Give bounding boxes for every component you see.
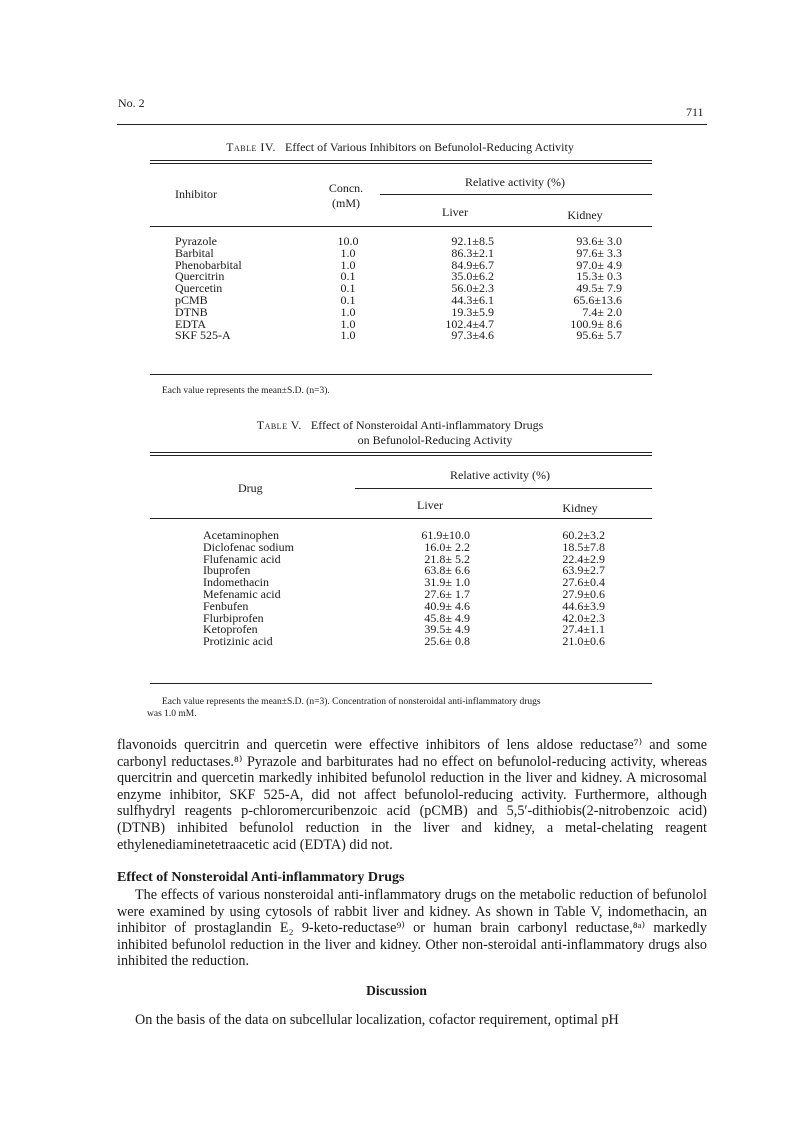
table4-cell-inhibitor: Phenobarbital (175, 257, 242, 272)
table4-cell-concn: 0.1 (340, 281, 356, 296)
page-number: 711 (686, 105, 704, 119)
table5-bottom-rule (150, 683, 652, 684)
body-paragraph-3 (117, 1012, 707, 1029)
table5-cell-drug: Flufenamic acid (203, 551, 281, 566)
table4-top-rule-2 (150, 163, 652, 164)
table4-cell-concn: 1.0 (340, 257, 356, 272)
table4-header-relative: Relative activity (%) (465, 175, 565, 189)
table4-cell-inhibitor: Barbital (175, 245, 214, 260)
table5-cell-liver: 61.9±10.0 (421, 528, 470, 542)
table5-cell-drug: Ketoprofen (203, 622, 258, 637)
table5-cell-drug: Ibuprofen (203, 563, 251, 578)
table4-caption (150, 140, 650, 155)
table4-cell-inhibitor: SKF 525-A (175, 328, 231, 343)
table5-cell-drug: Diclofenac sodium (203, 539, 294, 554)
table4-cell-inhibitor: EDTA (175, 316, 207, 331)
table4-cell-liver: 84.9±6.7 (451, 257, 494, 272)
table4-cell-liver: 92.1±8.5 (451, 234, 494, 248)
table5-cell-kidney: 27.9±0.6 (562, 586, 605, 601)
table5-cell-drug: Acetaminophen (203, 528, 279, 542)
table4-cell-concn: 0.1 (340, 269, 356, 284)
table4-liver-column (424, 236, 494, 342)
table4-cell-concn: 1.0 (340, 328, 356, 343)
table4-header-rule (150, 226, 652, 227)
table5-cell-drug: Fenbufen (203, 598, 249, 613)
table5-cell-liver: 39.5± 4.9 (424, 622, 470, 637)
table5-header-liver: Liver (417, 498, 443, 512)
table5-cell-kidney: 44.6±3.9 (562, 598, 605, 613)
table5-top-rule-2 (150, 455, 652, 456)
table4-cell-concn: 10.0 (337, 234, 359, 248)
table5-cell-drug: Protizinic acid (203, 634, 273, 649)
table5-liver-column (400, 530, 470, 648)
body-paragraph-2 (117, 887, 707, 970)
table4-header-liver: Liver (442, 205, 468, 219)
table5-label: Table V. (256, 418, 302, 432)
table4-cell-concn: 1.0 (340, 304, 356, 319)
journal-issue: No. 2 (118, 96, 145, 110)
table5-cell-drug: Indomethacin (203, 575, 269, 590)
table5-top-rule-1 (150, 452, 652, 453)
table5-title-line2: on Befunolol-Reducing Activity (357, 433, 513, 447)
table5-cell-drug: Flurbiprofen (203, 610, 264, 625)
table5-kidney-column (535, 530, 605, 648)
table4-cell-liver: 56.0±2.3 (451, 281, 494, 296)
table5-cell-kidney: 18.5±7.8 (562, 539, 605, 554)
table5-cell-liver: 21.8± 5.2 (424, 551, 470, 566)
table4-cell-liver: 97.3±4.6 (451, 328, 494, 343)
table5-footnote-line2: was 1.0 mM. (147, 709, 197, 719)
table5-cell-drug: Mefenamic acid (203, 586, 281, 601)
table4-cell-liver: 86.3±2.1 (451, 245, 494, 260)
table4-cell-kidney: 65.6±13.6 (573, 292, 622, 307)
table5-cell-liver: 31.9± 1.0 (424, 575, 470, 590)
table4-cell-inhibitor: DTNB (175, 304, 208, 319)
table5-cell-liver: 25.6± 0.8 (424, 634, 470, 649)
table4-cell-kidney: 15.3± 0.3 (576, 269, 622, 284)
table4-cell-kidney: 97.0± 4.9 (576, 257, 622, 272)
table4-header-inhibitor: Inhibitor (175, 187, 217, 201)
table4-cell-inhibitor: Pyrazole (175, 234, 217, 248)
table5-cell-kidney: 60.2±3.2 (562, 528, 605, 542)
table4-kidney-column (552, 236, 622, 342)
table4-bottom-rule (150, 374, 652, 375)
table4-cell-kidney: 97.6± 3.3 (576, 245, 622, 260)
table5-title-line1: Effect of Nonsteroidal Anti-inflammatory Drugs (310, 418, 544, 432)
body-paragraph-1 (117, 737, 707, 853)
table4-cell-concn: 1.0 (340, 316, 356, 331)
table4-top-rule-1 (150, 160, 652, 161)
table4-title: Effect of Various Inhibitors on Befunolol-Reducing Activity (285, 140, 574, 154)
table4-cell-kidney: 7.4± 2.0 (582, 304, 622, 319)
table5-header-relative: Relative activity (%) (450, 468, 550, 482)
section-heading-nsaids: Effect of Nonsteroidal Anti-inflammatory Drugs (117, 870, 405, 885)
table5-drug-column (203, 530, 294, 648)
table5-cell-liver: 16.0± 2.2 (424, 539, 470, 554)
discussion-heading: Discussion (366, 983, 427, 998)
table5-cell-liver: 45.8± 4.9 (424, 610, 470, 625)
table4-cell-inhibitor: Quercetin (175, 281, 223, 296)
table4-inhibitor-column (175, 236, 242, 342)
table5-header-rule (150, 518, 652, 519)
table4-concn-column (333, 236, 363, 342)
table5-header-kidney: Kidney (562, 501, 598, 515)
table5-cell-kidney: 21.0±0.6 (562, 634, 605, 649)
table4-cell-kidney: 93.6± 3.0 (576, 234, 622, 248)
table4-header-concn: Concn. (328, 181, 364, 195)
body-paragraph-3-text: On the basis of the data on subcellular localization, cofactor requirement, optimal pH (135, 1012, 619, 1028)
table5-cell-liver: 27.6± 1.7 (424, 586, 470, 601)
table4-cell-liver: 102.4±4.7 (445, 316, 494, 331)
table4-cell-kidney: 95.6± 5.7 (576, 328, 622, 343)
body-paragraph-2-text: The effects of various nonsteroidal anti-inflammatory drugs on the metabolic reduction of befunolol were examined by using cytosols of rabbit liver and kidney. As shown in Table V, indomethacin, an inhibitor of prostaglandin E₂ 9-keto-reductase⁹⁾ or human brain carbonyl reductase,⁸ᵃ⁾ markedly inhibited befunolol reduction in the liver and kidney. Other non-steroidal anti-inflammatory drugs also inhibited the reduction. (117, 887, 707, 970)
table5-caption (200, 418, 600, 448)
table4-header-kidney: Kidney (567, 208, 603, 222)
table4-cell-kidney: 100.9± 8.6 (570, 316, 622, 331)
table4-footnote: Each value represents the mean±S.D. (n=3). (162, 386, 330, 396)
body-paragraph-1-text: flavonoids quercitrin and quercetin were effective inhibitors of lens aldose reductase⁷⁾ and some carbonyl reductases.⁸⁾ Pyrazole and barbiturates had no effect on befunolol-reducing activity, whereas quercitrin and quercetin markedly inhibited befunolol reduction in the liver and kidney. A microsomal enzyme inhibitor, SKF 525-A, did not affect befunolol-reducing activity. Furthermore, although sulfhydryl reagents p-chloromercuribenzoic acid (pCMB) and 5,5′-dithiobis(2-nitrobenzoic acid) (DTNB) inhibited befunolol reduction in the liver and kidney, a metal-chelating reagent ethylenediaminetetraacetic acid (EDTA) did not. (117, 737, 707, 853)
table5-subheader-rule (355, 488, 652, 489)
table4-label: Table IV. (226, 140, 276, 154)
table5-cell-kidney: 42.0±2.3 (562, 610, 605, 625)
table5-cell-kidney: 27.6±0.4 (562, 575, 605, 590)
table4-cell-kidney: 49.5± 7.9 (576, 281, 622, 296)
table5-cell-kidney: 22.4±2.9 (562, 551, 605, 566)
table4-cell-inhibitor: pCMB (175, 292, 208, 307)
table4-cell-inhibitor: Quercitrin (175, 269, 225, 284)
table4-cell-liver: 44.3±6.1 (451, 292, 494, 307)
table5-cell-kidney: 27.4±1.1 (562, 622, 605, 637)
header-rule (117, 124, 707, 125)
table5-cell-kidney: 63.9±2.7 (562, 563, 605, 578)
table4-cell-liver: 19.3±5.9 (451, 304, 494, 319)
table4-cell-concn: 1.0 (340, 245, 356, 260)
table4-cell-liver: 35.0±6.2 (451, 269, 494, 284)
table5-footnote-line1: Each value represents the mean±S.D. (n=3). Concentration of nonsteroidal anti-inflammatory drugs (162, 697, 541, 707)
table5-cell-liver: 40.9± 4.6 (424, 598, 470, 613)
table5-cell-liver: 63.8± 6.6 (424, 563, 470, 578)
table4-subheader-rule (380, 194, 652, 195)
table4-cell-concn: 0.1 (340, 292, 356, 307)
table4-header-concn-unit: (mM) (332, 196, 360, 210)
table5-header-drug: Drug (238, 481, 263, 495)
